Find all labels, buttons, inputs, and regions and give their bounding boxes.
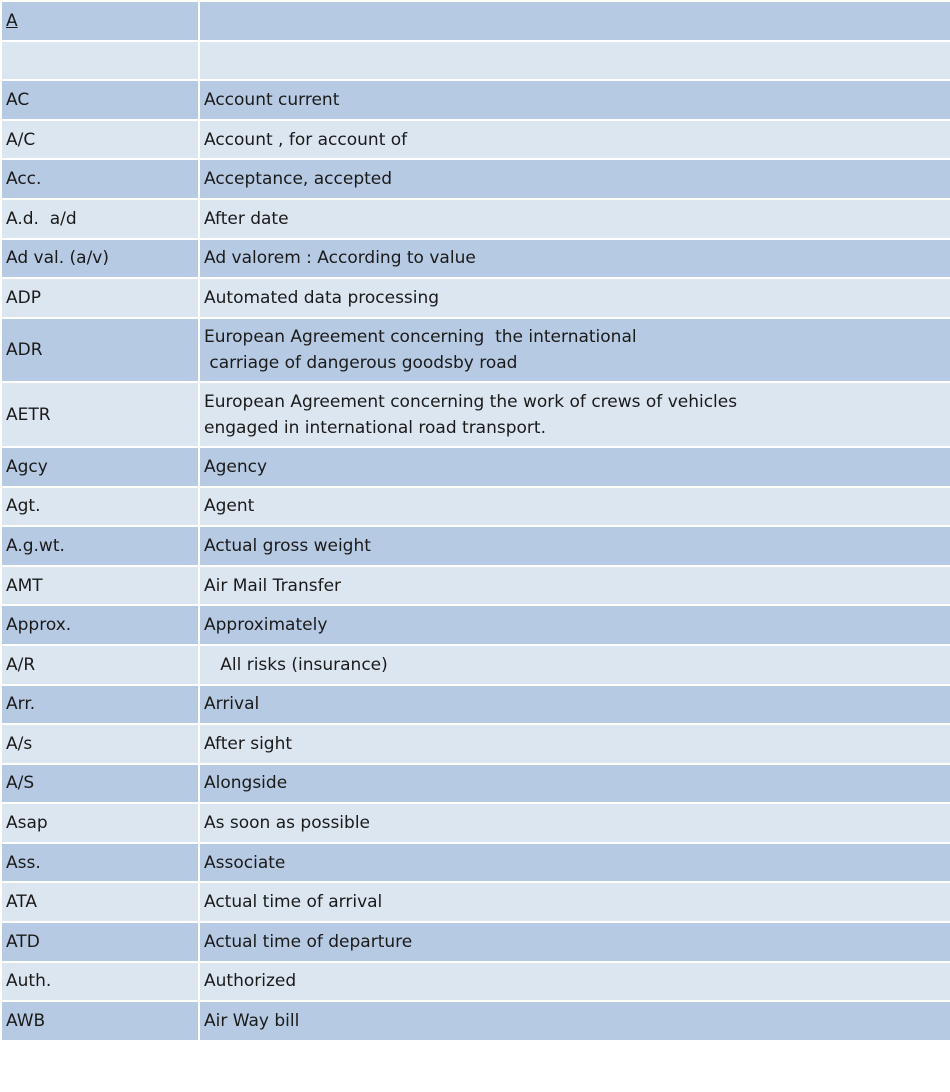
table-row [1,526,950,566]
table-row [1,41,950,81]
definition-cell: Automated data processing [199,278,950,318]
abbreviation-cell: A/C [1,120,199,160]
table-row [1,1001,950,1041]
table-row [1,843,950,883]
abbreviation-cell: AETR [1,382,199,447]
table-row [1,199,950,239]
table-row [1,962,950,1002]
abbreviation-cell: ADR [1,318,199,383]
abbreviation-cell: Agcy [1,447,199,487]
abbreviation-cell: Ass. [1,843,199,883]
abbreviation-cell: Asap [1,803,199,843]
definition-cell: Ad valorem : According to value [199,239,950,279]
section-letter-text: A [6,10,18,31]
table-row [1,278,950,318]
definition-cell: As soon as possible [199,803,950,843]
definition-cell [199,41,950,81]
abbreviation-cell [1,41,199,81]
table-row [1,922,950,962]
definition-cell: Actual time of arrival [199,882,950,922]
definition-cell: After sight [199,724,950,764]
definition-cell: Authorized [199,962,950,1002]
definition-cell: All risks (insurance) [199,645,950,685]
header-empty-cell [199,1,950,41]
definition-cell: After date [199,199,950,239]
definition-cell: Actual time of departure [199,922,950,962]
abbreviation-cell: A/R [1,645,199,685]
table-row [1,239,950,279]
table-row [1,487,950,527]
table-row [1,764,950,804]
abbreviation-cell: A.d. a/d [1,199,199,239]
definition-cell: European Agreement concerning the international carriage of dangerous goodsby road [199,318,950,383]
definition-cell: Alongside [199,764,950,804]
definition-cell: Approximately [199,605,950,645]
abbreviation-cell: Arr. [1,685,199,725]
abbreviation-cell: AMT [1,566,199,606]
definition-cell: Agency [199,447,950,487]
abbreviation-cell: Auth. [1,962,199,1002]
abbreviation-cell: A.g.wt. [1,526,199,566]
definition-cell: Arrival [199,685,950,725]
section-letter [1,1,199,41]
table-row [1,605,950,645]
definition-cell: Actual gross weight [199,526,950,566]
definition-cell: Acceptance, accepted [199,159,950,199]
abbreviation-cell: ATA [1,882,199,922]
table-row [1,159,950,199]
abbreviation-cell: ATD [1,922,199,962]
abbreviation-cell: ADP [1,278,199,318]
table-row [1,645,950,685]
abbreviation-cell: Ad val. (a/v) [1,239,199,279]
definition-cell: Air Mail Transfer [199,566,950,606]
abbreviation-cell: AC [1,80,199,120]
abbreviation-cell: Acc. [1,159,199,199]
abbreviation-cell: AWB [1,1001,199,1041]
definition-cell: Associate [199,843,950,883]
table-row [1,724,950,764]
definition-cell: Account current [199,80,950,120]
table-row [1,120,950,160]
table-row [1,566,950,606]
table-row [1,882,950,922]
table-row [1,685,950,725]
table-row [1,318,950,383]
table-row [1,447,950,487]
table-header-row [1,1,950,41]
table-row [1,80,950,120]
abbreviation-cell: Approx. [1,605,199,645]
abbreviation-cell: A/S [1,764,199,804]
table-row [1,382,950,447]
table-row [1,803,950,843]
definition-cell: Air Way bill [199,1001,950,1041]
definition-cell: European Agreement concerning the work of crews of vehicles engaged in international road transport. [199,382,950,447]
abbreviation-cell: A/s [1,724,199,764]
abbreviation-cell: Agt. [1,487,199,527]
definition-cell: Agent [199,487,950,527]
definition-cell: Account , for account of [199,120,950,160]
